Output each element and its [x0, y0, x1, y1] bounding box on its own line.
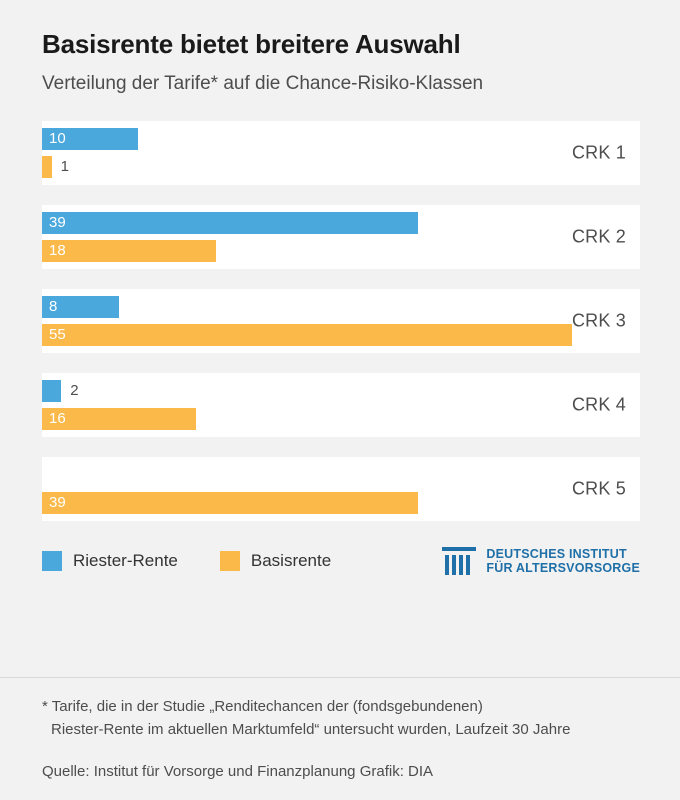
legend-swatch-basisrente: [220, 551, 240, 571]
legend-label-riester: Riester-Rente: [73, 551, 178, 571]
category-label: CRK 5: [571, 478, 626, 499]
bar-group-bars: [42, 121, 640, 185]
bar-chart: [42, 121, 640, 521]
category-label: CRK 4: [571, 394, 626, 415]
legend-swatch-riester: [42, 551, 62, 571]
footer: [0, 677, 680, 800]
bar-value-label: 55: [49, 326, 66, 344]
bar-value-label: 8: [49, 298, 58, 316]
dia-logo-line2: FÜR ALTERSVORSORGE: [486, 561, 640, 576]
chart-legend: [42, 541, 640, 581]
bar-basis: [42, 156, 52, 178]
bar-group: [42, 121, 640, 185]
category-label: CRK 3: [571, 310, 626, 331]
bar-value-label: 2: [70, 382, 79, 400]
dia-logo: [442, 547, 640, 575]
legend-item-basisrente: [220, 551, 331, 571]
category-label: CRK 2: [571, 226, 626, 247]
bar-value-label: 10: [49, 130, 66, 148]
bar-group: [42, 289, 640, 353]
source-note: Quelle: Institut für Vorsorge und Finanzplanung Grafik: DIA: [42, 763, 434, 780]
bar-group-bars: [42, 373, 640, 437]
legend-item-riester: [42, 551, 178, 571]
page-title: Basisrente bietet breitere Auswahl: [42, 29, 461, 59]
footnote: [42, 696, 640, 741]
bar-value-label: 16: [49, 410, 66, 428]
footer-divider: [0, 677, 680, 678]
header: [0, 0, 680, 95]
bar-group: [42, 373, 640, 437]
bar-value-label: 39: [49, 214, 66, 232]
bar-riester: [42, 380, 61, 402]
bar-group: [42, 205, 640, 269]
bar-group: [42, 457, 640, 521]
bar-basis: [42, 240, 216, 262]
dia-logo-text: [486, 547, 640, 575]
legend-label-basisrente: Basisrente: [250, 551, 332, 571]
page-subtitle: Verteilung der Tarife* auf die Chance-Risiko-Klassen: [42, 72, 484, 94]
category-label: CRK 1: [571, 142, 626, 163]
bar-group-bars: [42, 205, 640, 269]
footnote-line-2: Riester-Rente im aktuellen Marktumfeld“ untersucht wurden, Laufzeit 30 Jahre: [51, 720, 571, 738]
dia-logo-line1: DEUTSCHES INSTITUT: [486, 547, 627, 562]
bar-riester: [42, 212, 418, 234]
dia-logo-icon: [442, 547, 476, 575]
bar-group-bars: [42, 457, 640, 521]
bar-group-bars: [42, 289, 640, 353]
bar-basis: [42, 492, 418, 514]
bar-value-label: 18: [49, 242, 66, 260]
bar-value-label: 1: [60, 158, 69, 176]
bar-basis: [42, 324, 572, 346]
footnote-line-1: * Tarife, die in der Studie „Renditechancen der (fondsgebundenen): [42, 698, 483, 715]
bar-value-label: 39: [49, 494, 66, 512]
